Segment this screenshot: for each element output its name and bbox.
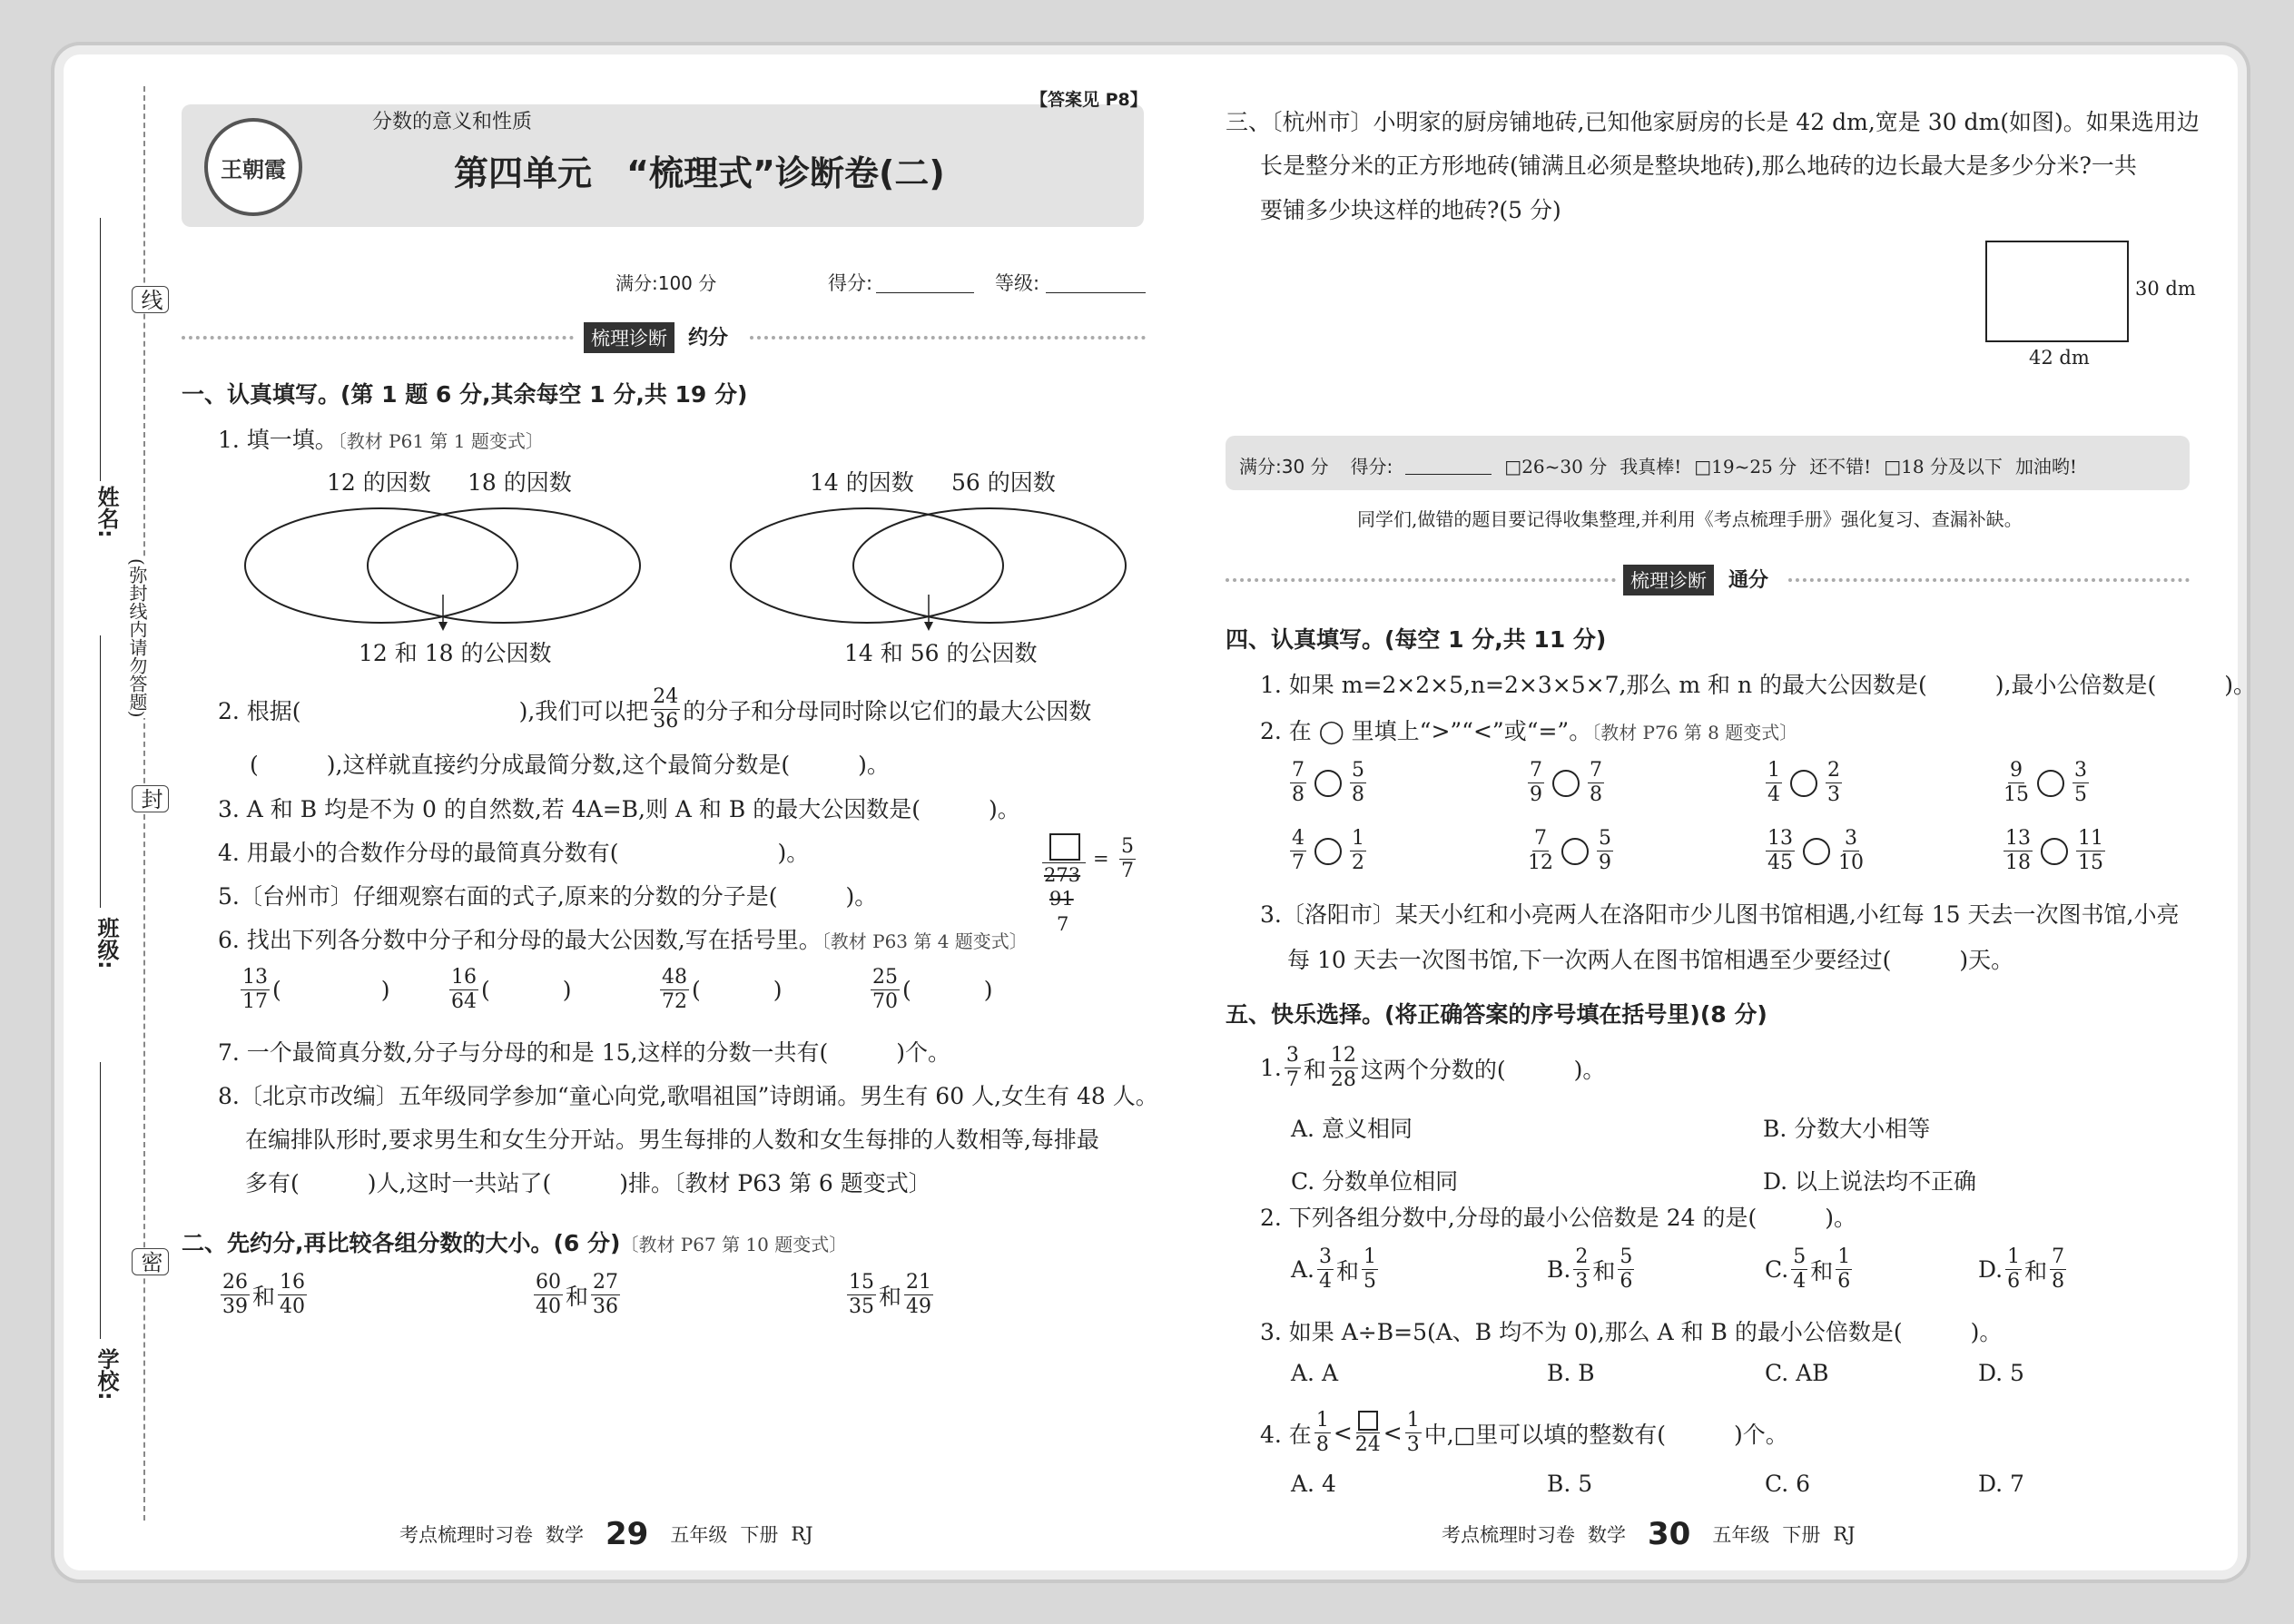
- q5-1: 1. $\frac{3}{7}$ 和 $\frac{12}{28}$ 这两个分数的( )。: [1260, 1044, 1606, 1091]
- blank-box[interactable]: [1358, 1411, 1378, 1431]
- compare-circle[interactable]: [1314, 770, 1342, 797]
- school-label: 学校:: [94, 1348, 119, 1401]
- q5-4: 4. 在 $\frac{1}{8}$ < 24 < $\frac{1}{3}$ 中,□里可以填的整数有( )个。: [1260, 1409, 1788, 1456]
- venn-diagram-2: [722, 504, 1139, 649]
- venn2-a: 14 的因数: [810, 469, 914, 496]
- section-name: 约分: [688, 327, 729, 349]
- blank-box: [1049, 833, 1080, 861]
- name-line[interactable]: [100, 218, 101, 481]
- rect-height-label: 30 dm: [2135, 278, 2196, 300]
- section-tag: 梳理诊断: [584, 322, 674, 353]
- footer-right: 考点梳理时习卷 数学 30 五年级 下册 RJ: [1442, 1516, 1856, 1552]
- q5-figure: 273 91 7 = $\frac{5}{7}$: [1044, 835, 1134, 935]
- q4-1: 1. 如果 m=2×2×5,n=2×3×5×7,那么 m 和 n 的最大公因数是( ),最小公倍数是( )。: [1260, 672, 2256, 698]
- q8-line2: 在编排队形时,要求男生和女生分开站。男生每排的人数和女生每排的人数相等,每排最: [245, 1127, 1099, 1153]
- name-label: 姓名:: [94, 486, 119, 538]
- section-divider: [182, 336, 574, 340]
- q5-2: 2. 下列各组分数中,分母的最小公倍数是 24 的是( )。: [1260, 1205, 1856, 1231]
- option-b[interactable]: B. 5: [1547, 1471, 1593, 1497]
- footer-left: 考点梳理时习卷 数学 29 五年级 下册 RJ: [399, 1516, 813, 1552]
- part1-title: 一、认真填写。(第 1 题 6 分,其余每空 1 分,共 19 分): [182, 381, 748, 408]
- q2-line1: 2. 根据( ),我们可以把 $\frac{24}{36}$ 的分子和分母同时除以它们的最大公因数: [218, 685, 1092, 733]
- option-c[interactable]: C. 6: [1765, 1471, 1811, 1497]
- section-tag: 梳理诊断: [1623, 565, 1714, 595]
- option-c[interactable]: C. 分数单位相同: [1291, 1168, 1459, 1195]
- tip-text: 同学们,做错的题目要记得收集整理,并利用《考点梳理手册》强化复习、查漏补缺。: [1357, 508, 2023, 530]
- q5-2-options: [1291, 1245, 2178, 1294]
- option-b[interactable]: B. B: [1547, 1360, 1595, 1386]
- q4-2: 2. 在 ◯ 里填上“>”“<”或“=”。〔教材 P76 第 8 题变式〕: [1260, 718, 1798, 744]
- compare-circle[interactable]: [1803, 838, 1830, 865]
- compare-circle[interactable]: [1314, 838, 1342, 865]
- q6-fractions: $\frac{13}{17}$ ( ) $\frac{16}{64}$ ( ) $\frac{48}{72}$ ( ) $\frac{25}{70}$ ( ): [242, 966, 993, 1013]
- option-b[interactable]: B. 分数大小相等: [1763, 1116, 1931, 1142]
- section-name: 通分: [1728, 569, 1769, 592]
- section-divider: [750, 336, 1146, 340]
- score-bar-content: 满分:30 分 得分: □26~30 分 我真棒! □19~25 分 还不错! □18 分及以下 加油哟!: [1239, 456, 2077, 477]
- option-c[interactable]: C. AB: [1765, 1360, 1829, 1386]
- class-line[interactable]: [100, 635, 101, 908]
- q4: 4. 用最小的合数作分母的最简真分数有( )。: [218, 840, 810, 866]
- q4-3-line2: 每 10 天去一次图书馆,下一次两人在图书馆相遇至少要经过( )天。: [1287, 947, 2014, 973]
- class-label: 班级:: [94, 917, 119, 969]
- q5: 5.〔台州市〕仔细观察右面的式子,原来的分数的分子是( )。: [218, 883, 878, 910]
- part2-title: 二、先约分,再比较各组分数的大小。(6 分)〔教材 P67 第 10 题变式〕: [182, 1230, 848, 1256]
- q8-line3: 多有( )人,这时一共站了( )排。〔教材 P63 第 6 题变式〕: [245, 1170, 931, 1196]
- compare-circle[interactable]: [2037, 770, 2064, 797]
- q1-label: 1. 填一填。〔教材 P61 第 1 题变式〕: [218, 427, 544, 453]
- score-field[interactable]: [876, 292, 974, 293]
- page-number: 29: [605, 1516, 649, 1552]
- full-score: 满分:100 分: [615, 272, 717, 294]
- part2-pairs: $\frac{26}{39}$ 和 $\frac{16}{40}$ $\frac{60}{40}$ 和 $\frac{27}{36}$ $\frac{15}{35}$ 和 $\frac{21}{49}$: [222, 1271, 932, 1318]
- part5-title: 五、快乐选择。(将正确答案的序号填在括号里)(8 分): [1226, 1001, 1767, 1028]
- compare-circle[interactable]: [1552, 770, 1580, 797]
- venn1-a: 12 的因数: [327, 469, 431, 496]
- q6: 6. 找出下列各分数中分子和分母的最大公因数,写在括号里。〔教材 P63 第 4 题变式〕: [218, 927, 1028, 953]
- compare-circle[interactable]: [1561, 838, 1589, 865]
- compare-circle[interactable]: [1790, 770, 1817, 797]
- option-a[interactable]: A. $\frac{3}{4}$ 和 $\frac{1}{5}$: [1291, 1245, 1377, 1293]
- venn2-c: 14 和 56 的公因数: [844, 640, 1038, 666]
- school-line[interactable]: [100, 1062, 101, 1339]
- q5-4-options: [1291, 1471, 2178, 1497]
- option-a[interactable]: A. 4: [1291, 1471, 1336, 1497]
- venn1-c: 12 和 18 的公因数: [359, 640, 552, 666]
- q5-3-options: [1291, 1360, 2178, 1386]
- option-b[interactable]: B. $\frac{2}{3}$ 和 $\frac{5}{6}$: [1547, 1245, 1633, 1293]
- option-d[interactable]: D. $\frac{1}{6}$ 和 $\frac{7}{8}$: [1978, 1245, 2065, 1293]
- seal-xian: 线: [132, 286, 169, 313]
- brand-logo: 王朝霞: [204, 118, 302, 216]
- answer-ref: 【答案见 P8】: [1030, 90, 1147, 110]
- score-field[interactable]: [1405, 456, 1492, 475]
- venn2-b: 56 的因数: [951, 469, 1056, 496]
- q3: 3. A 和 B 均是不为 0 的自然数,若 4A=B,则 A 和 B 的最大公因数是( )。: [218, 796, 1020, 822]
- part3-line1: 三、〔杭州市〕小明家的厨房铺地砖,已知他家厨房的长是 42 dm,宽是 30 dm(如图)。如果选用边: [1226, 109, 2200, 135]
- option-c[interactable]: C. $\frac{5}{4}$ 和 $\frac{1}{6}$: [1765, 1245, 1851, 1293]
- rect-width-label: 42 dm: [2029, 347, 2090, 369]
- seal-feng: 封: [132, 785, 169, 812]
- page-number: 30: [1648, 1516, 1691, 1552]
- q5-3: 3. 如果 A÷B=5(A、B 均不为 0),那么 A 和 B 的最小公倍数是( )。: [1260, 1319, 2003, 1345]
- option-a[interactable]: A. 意义相同: [1291, 1116, 1413, 1142]
- page-title: 第四单元 “梳理式”诊断卷(二): [454, 153, 945, 193]
- option-d[interactable]: D. 7: [1978, 1471, 2024, 1497]
- compare-circle[interactable]: [2041, 838, 2068, 865]
- venn-diagram-1: [236, 504, 654, 649]
- section-divider: [1788, 578, 2190, 582]
- grade-label: 等级:: [995, 272, 1040, 294]
- grade-field[interactable]: [1046, 292, 1146, 293]
- score-label: 得分:: [828, 272, 873, 294]
- kitchen-rectangle: [1985, 241, 2129, 342]
- part3-line3: 要铺多少块这样的地砖?(5 分): [1260, 197, 1561, 223]
- option-d[interactable]: D. 5: [1978, 1360, 2024, 1386]
- compare-grid: $\frac{7}{8}$ $\frac{5}{8}$ $\frac{7}{9}$ $\frac{7}{8}$ $\frac{1}{4}$ $\frac{2}{3}$ $\frac{9}{15}$ $\frac{3}{5}$ $\frac{4}{7}$ $\frac{1}{2}$ $\frac{7}{12}$ $\frac{5}{9}$ $\frac{13}{45}$ $\frac{3}{10}$ $\frac{13}{18}$ $\frac{11}{15}$: [1292, 759, 2103, 874]
- q5-1-options: [1291, 1111, 2171, 1196]
- seal-warning: (弥封线内请勿答题): [124, 558, 151, 718]
- q2-line2: ( ),这样就直接约分成最简分数,这个最简分数是( )。: [250, 752, 890, 778]
- option-a[interactable]: A. A: [1291, 1360, 1339, 1386]
- q4-3-line1: 3.〔洛阳市〕某天小红和小亮两人在洛阳市少儿图书馆相遇,小红每 15 天去一次图书馆,小亮: [1260, 901, 2180, 928]
- part4-title: 四、认真填写。(每空 1 分,共 11 分): [1226, 626, 1607, 653]
- unit-subtitle: 分数的意义和性质: [372, 111, 533, 133]
- part3-line2: 长是整分米的正方形地砖(铺满且必须是整块地砖),那么地砖的边长最大是多少分米?一共: [1260, 153, 2137, 179]
- q8-line1: 8.〔北京市改编〕五年级同学参加“童心向党,歌唱祖国”诗朗诵。男生有 60 人,女生有 48 人。: [218, 1083, 1158, 1109]
- option-d[interactable]: D. 以上说法均不正确: [1763, 1168, 1977, 1195]
- venn1-b: 18 的因数: [468, 469, 572, 496]
- seal-mi: 密: [132, 1248, 169, 1275]
- q7: 7. 一个最简真分数,分子与分母的和是 15,这样的分数一共有( )个。: [218, 1039, 950, 1066]
- section-divider: [1226, 578, 1616, 582]
